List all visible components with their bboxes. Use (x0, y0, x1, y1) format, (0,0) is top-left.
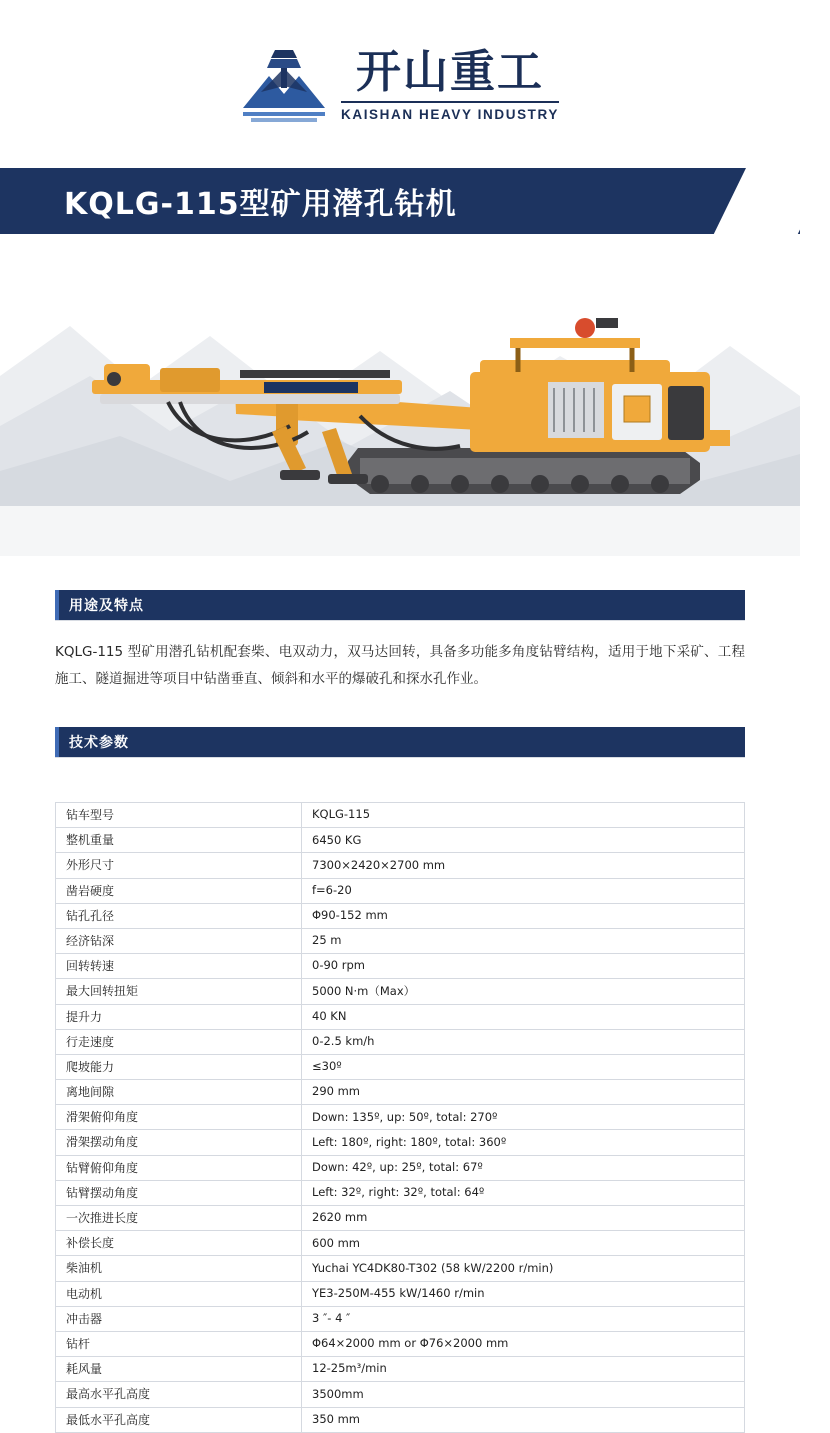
spec-key: 行走速度 (56, 1029, 302, 1054)
table-row (56, 1029, 745, 1054)
table-row (56, 878, 745, 903)
section-accent-bar (55, 590, 59, 620)
table-row (56, 928, 745, 953)
spec-value: 0-90 rpm (302, 954, 745, 979)
spec-value: Φ90-152 mm (302, 903, 745, 928)
table-row (56, 1080, 745, 1105)
table-row (56, 1306, 745, 1331)
table-row (56, 1331, 745, 1356)
spec-value: 3500mm (302, 1382, 745, 1407)
spec-value: 7300×2420×2700 mm (302, 853, 745, 878)
spec-value: Φ64×2000 mm or Φ76×2000 mm (302, 1331, 745, 1356)
spec-key: 滑架摆动角度 (56, 1130, 302, 1155)
spec-key: 外形尺寸 (56, 853, 302, 878)
spec-value: 3 ″- 4 ″ (302, 1306, 745, 1331)
logo-english-name: KAISHAN HEAVY INDUSTRY (341, 101, 559, 122)
spec-value: 5000 N·m（Max） (302, 979, 745, 1004)
spec-key: 钻车型号 (56, 803, 302, 828)
spec-value: 350 mm (302, 1407, 745, 1432)
table-row (56, 853, 745, 878)
table-row (56, 828, 745, 853)
logo (241, 46, 559, 124)
table-row (56, 1004, 745, 1029)
table-row (56, 1155, 745, 1180)
section-title-use-and-features: 用途及特点 (69, 598, 144, 614)
table-row (56, 1256, 745, 1281)
spec-key: 整机重量 (56, 828, 302, 853)
spec-value: KQLG-115 (302, 803, 745, 828)
spec-value: 12-25m³/min (302, 1357, 745, 1382)
spec-value: 600 mm (302, 1231, 745, 1256)
spec-key: 经济钻深 (56, 928, 302, 953)
spec-value: ≤30º (302, 1054, 745, 1079)
spec-key: 一次推进长度 (56, 1206, 302, 1231)
spec-value: Down: 42º, up: 25º, total: 67º (302, 1155, 745, 1180)
specification-table (55, 802, 745, 1433)
product-title-banner (0, 168, 800, 234)
spec-key: 提升力 (56, 1004, 302, 1029)
spec-key: 钻孔孔径 (56, 903, 302, 928)
drill-rig-illustration (40, 298, 760, 518)
spec-value: Yuchai YC4DK80-T302 (58 kW/2200 r/min) (302, 1256, 745, 1281)
spec-value: 290 mm (302, 1080, 745, 1105)
spec-key: 钻臂俯仰角度 (56, 1155, 302, 1180)
spec-key: 柴油机 (56, 1256, 302, 1281)
table-row (56, 954, 745, 979)
table-row (56, 1281, 745, 1306)
spec-value: Left: 180º, right: 180º, total: 360º (302, 1130, 745, 1155)
spec-value: YE3-250M-455 kW/1460 r/min (302, 1281, 745, 1306)
hero-product-image (0, 256, 800, 556)
table-row (56, 1382, 745, 1407)
spec-key: 凿岩硬度 (56, 878, 302, 903)
brand-header (0, 0, 800, 160)
spec-key: 耗风量 (56, 1357, 302, 1382)
table-row (56, 1206, 745, 1231)
section-accent-bar (55, 727, 59, 757)
spec-key: 最大回转扭矩 (56, 979, 302, 1004)
table-row (56, 803, 745, 828)
spec-key: 补偿长度 (56, 1231, 302, 1256)
mountain-logo-icon (241, 46, 327, 124)
table-row (56, 979, 745, 1004)
spec-key: 最高水平孔高度 (56, 1382, 302, 1407)
table-row (56, 1357, 745, 1382)
spec-key: 冲击器 (56, 1306, 302, 1331)
spec-key: 钻杆 (56, 1331, 302, 1356)
specification-table-container (55, 802, 745, 1433)
spec-value: 0-2.5 km/h (302, 1029, 745, 1054)
spec-value: Down: 135º, up: 50º, total: 270º (302, 1105, 745, 1130)
table-row (56, 903, 745, 928)
spec-key: 钻臂摆动角度 (56, 1180, 302, 1205)
table-row (56, 1231, 745, 1256)
section-title-technical-parameters: 技术参数 (69, 735, 129, 751)
page-title: KQLG-115型矿用潜孔钻机 (64, 187, 457, 222)
spec-value: 2620 mm (302, 1206, 745, 1231)
table-row (56, 1180, 745, 1205)
spec-value: 6450 KG (302, 828, 745, 853)
spec-key: 爬坡能力 (56, 1054, 302, 1079)
spec-key: 滑架俯仰角度 (56, 1105, 302, 1130)
use-and-features-paragraph: KQLG-115 型矿用潜孔钻机配套柴、电双动力，双马达回转，具备多功能多角度钻臂结构，适用于地下采矿、工程施工、隧道掘进等项目中钻凿垂直、倾斜和水平的爆破孔和探水孔作业。 (55, 644, 745, 687)
table-row (56, 1054, 745, 1079)
spec-key: 电动机 (56, 1281, 302, 1306)
table-row (56, 1130, 745, 1155)
spec-value: 25 m (302, 928, 745, 953)
spec-value: Left: 32º, right: 32º, total: 64º (302, 1180, 745, 1205)
table-row (56, 1407, 745, 1432)
spec-key: 最低水平孔高度 (56, 1407, 302, 1432)
logo-text (341, 44, 559, 123)
section-divider (55, 620, 745, 621)
section-header-technical-parameters (55, 727, 745, 757)
table-row (56, 1105, 745, 1130)
spec-key: 回转转速 (56, 954, 302, 979)
spec-value: 40 KN (302, 1004, 745, 1029)
spec-key: 离地间隙 (56, 1080, 302, 1105)
spec-value: f=6-20 (302, 878, 745, 903)
logo-chinese-name: 开山重工 (355, 44, 544, 98)
section-header-use-and-features (55, 590, 745, 620)
